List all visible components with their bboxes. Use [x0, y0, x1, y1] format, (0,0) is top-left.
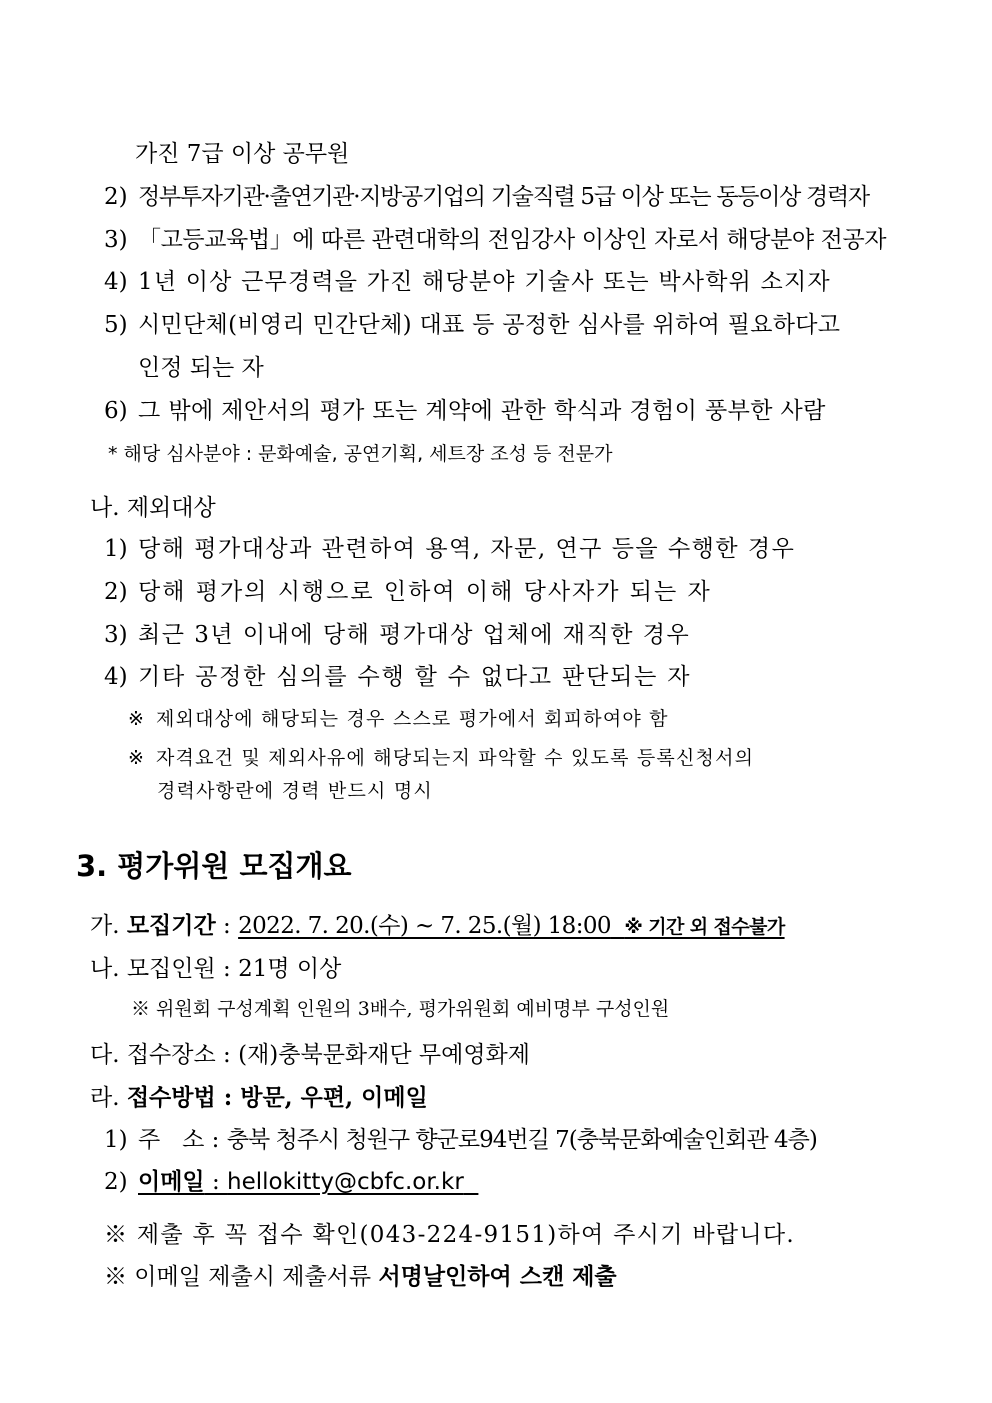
exclusion-note-1 [128, 706, 669, 732]
label: 모집인원 [126, 956, 216, 982]
address-line [104, 1125, 817, 1155]
qualification-continuation: 가진 7급 이상 공무원 [135, 141, 350, 167]
email-line [104, 1167, 478, 1197]
exclusion-item-3 [104, 620, 690, 650]
period-value [238, 913, 784, 939]
separator: : [204, 1169, 228, 1195]
count-value: 21명 이상 [238, 956, 342, 982]
separator: : [204, 1127, 227, 1153]
item-number: 2) [104, 184, 128, 210]
note-text: 자격요건 및 제외사유에 해당되는지 파악할 수 있도록 등록신청서의 [156, 747, 755, 769]
separator: : [215, 913, 239, 939]
period-note: ※ 기간 외 접수불가 [624, 916, 785, 938]
recruit-period [90, 911, 785, 942]
qualification-item-6 [104, 396, 826, 426]
item-number: 5) [104, 312, 128, 338]
item-text: 당해 평가대상과 관련하여 용역, 자문, 연구 등을 수행한 경우 [138, 536, 796, 562]
period-dates: 2022. 7. 20.(수) ~ 7. 25.(월) 18:00 [238, 913, 611, 939]
item-number: 1) [104, 536, 128, 562]
item-number: 6) [104, 398, 128, 424]
qualification-item-3 [104, 225, 886, 255]
exclusion-item-2 [104, 577, 712, 607]
qualification-item-5-cont: 인정 되는 자 [138, 355, 264, 381]
email-link[interactable]: hellokitty@cbfc.or.kr [227, 1169, 464, 1195]
method-value: 방문, 우편, 이메일 [240, 1084, 428, 1111]
item-text: 1년 이상 근무경력을 가진 해당분야 기술사 또는 박사학위 소지자 [138, 269, 831, 295]
recruit-place [90, 1040, 530, 1070]
reference-mark-icon: ※ [128, 708, 144, 730]
recruit-count-note: ※ 위원회 구성계획 인원의 3배수, 평가위원회 예비명부 구성인원 [131, 998, 670, 1020]
label: 주 소 [138, 1127, 205, 1153]
qualification-item-4 [104, 267, 831, 297]
prefix: 다. [90, 1042, 120, 1068]
prefix: 나. [90, 956, 120, 982]
exclusion-note-2-cont: 경력사항란에 경력 반드시 명시 [157, 780, 433, 802]
item-text: 그 밖에 제안서의 평가 또는 계약에 관한 학식과 경험이 풍부한 사람 [138, 398, 826, 424]
item-number: 3) [104, 622, 128, 648]
note-text: 제외대상에 해당되는 경우 스스로 평가에서 회피하여야 함 [156, 708, 669, 730]
qualification-item-5 [104, 310, 840, 340]
confirm-note: ※ 제출 후 꼭 접수 확인(043-224-9151)하여 주시기 바랍니다. [104, 1222, 796, 1248]
item-number: 1) [104, 1127, 128, 1153]
item-text: 기타 공정한 심의를 수행 할 수 없다고 판단되는 자 [138, 664, 692, 690]
exclusion-item-1 [104, 534, 795, 564]
qualification-note: * 해당 심사분야 : 문화예술, 공연기획, 세트장 조성 등 전문가 [108, 443, 613, 465]
exclusion-note-2 [128, 745, 754, 771]
separator: : [215, 956, 239, 982]
item-text: 최근 3년 이내에 당해 평가대상 업체에 재직한 경우 [138, 622, 691, 648]
email-note [104, 1262, 617, 1292]
prefix: 가. [90, 913, 120, 939]
separator: : [215, 1042, 239, 1068]
note-bold: 서명날인하여 스캔 제출 [378, 1263, 617, 1290]
reference-mark-icon: ※ [128, 747, 144, 769]
exclusion-item-4 [104, 662, 691, 692]
item-number: 2) [104, 1169, 128, 1195]
exclusion-heading: 나. 제외대상 [90, 495, 216, 521]
recruit-method [90, 1083, 428, 1113]
label: 접수장소 [126, 1042, 216, 1068]
label: 모집기간 [126, 912, 216, 939]
item-number: 2) [104, 579, 128, 605]
item-text: 「고등교육법」에 따른 관련대학의 전임강사 이상인 자로서 해당분야 전공자 [138, 227, 887, 253]
qualification-item-2 [104, 182, 869, 212]
recruit-count [90, 954, 341, 984]
note-text: ※ 이메일 제출시 제출서류 [104, 1264, 379, 1290]
separator: : [215, 1084, 241, 1111]
email-group [138, 1169, 478, 1195]
item-text: 정부투자기관·출연기관·지방공기업의 기술직렬 5급 이상 또는 동등이상 경력자 [138, 184, 869, 210]
place-value: (재)충북문화재단 무예영화제 [238, 1042, 530, 1068]
label: 접수방법 [126, 1084, 216, 1111]
item-number: 3) [104, 227, 128, 253]
item-text: 시민단체(비영리 민간단체) 대표 등 공정한 심사를 위하여 필요하다고 [138, 312, 841, 338]
item-number: 4) [104, 269, 128, 295]
prefix: 라. [90, 1085, 120, 1111]
label: 이메일 [138, 1168, 205, 1195]
section-title: 3. 평가위원 모집개요 [76, 849, 352, 883]
address-value: 충북 청주시 청원구 향군로94번길 7(충북문화예술인회관 4층) [226, 1127, 817, 1153]
item-text: 당해 평가의 시행으로 인하여 이해 당사자가 되는 자 [138, 579, 712, 605]
item-number: 4) [104, 664, 128, 690]
